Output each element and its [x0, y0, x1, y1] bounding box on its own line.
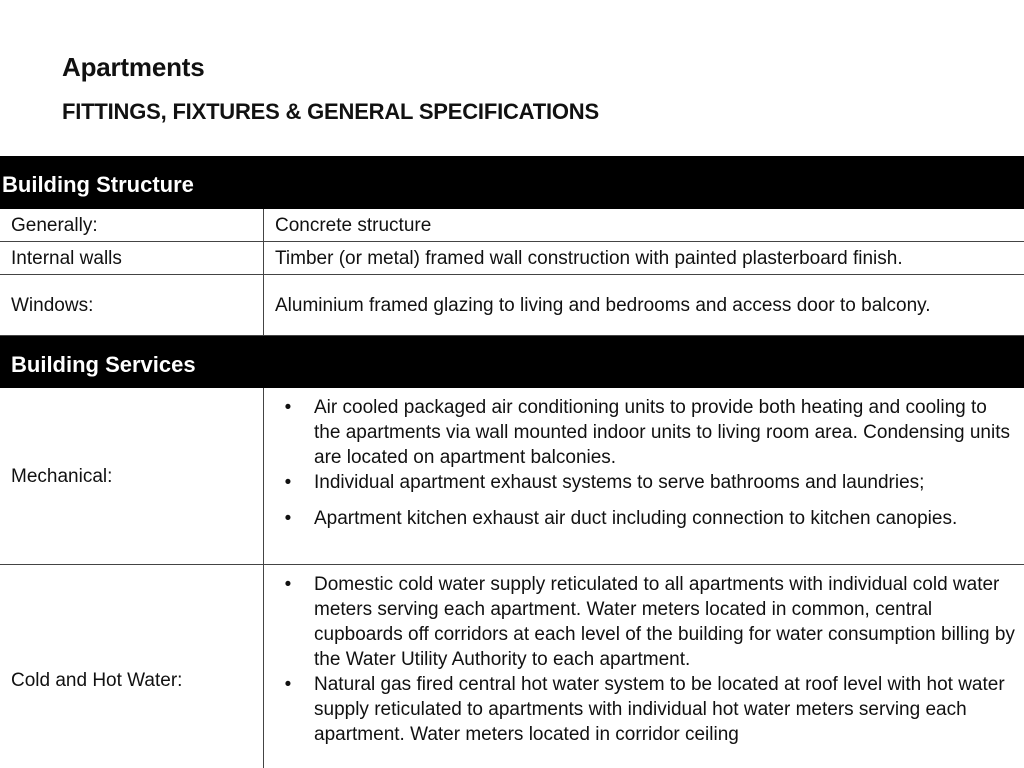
bullet-list: [264, 388, 1024, 564]
table-row: [0, 275, 1024, 336]
row-label: Internal walls: [0, 242, 264, 274]
list-item: [264, 395, 1018, 470]
row-value: Timber (or metal) framed wall construction with painted plasterboard finish.: [275, 247, 903, 269]
specifications-table: [0, 156, 1024, 768]
bullet-list: [264, 565, 1024, 768]
bullet-icon: •: [284, 674, 292, 695]
section-heading-building-services: Building Services: [0, 336, 1024, 388]
list-item-text: Apartment kitchen exhaust air duct including connection to kitchen canopies.: [314, 508, 958, 529]
bullet-icon: •: [284, 397, 292, 418]
list-item-text: Air cooled packaged air conditioning units to provide both heating and cooling to the apartments via wall mounted indoor units to living room area. Condensing units are located on apartment balconies.: [314, 397, 1010, 468]
list-item: [264, 470, 1018, 495]
document-title: Apartments: [62, 52, 205, 82]
row-label: Windows:: [0, 275, 264, 335]
row-value: Concrete structure: [275, 214, 432, 236]
bullet-icon: •: [284, 574, 292, 595]
list-item-text: Natural gas fired central hot water system to be located at roof level with hot water supply reticulated to apartments with individual hot water meters serving each apartment. Water meters located in corridor ceiling: [314, 674, 1005, 745]
table-row: [0, 388, 1024, 565]
list-item: [264, 672, 1018, 747]
list-item: [264, 572, 1018, 672]
row-value: Aluminium framed glazing to living and bedrooms and access door to balcony.: [275, 294, 931, 316]
document-subtitle: FITTINGS, FIXTURES & GENERAL SPECIFICATIONS: [62, 99, 599, 124]
table-row: [0, 565, 1024, 768]
list-item-text: Individual apartment exhaust systems to serve bathrooms and laundries;: [314, 472, 925, 493]
row-label: Generally:: [0, 209, 264, 241]
bullet-icon: •: [284, 508, 292, 529]
bullet-icon: •: [284, 472, 292, 493]
list-item: [264, 506, 1018, 531]
table-row: [0, 209, 1024, 242]
row-label: Mechanical:: [0, 388, 264, 564]
table-row: [0, 242, 1024, 275]
section-heading-building-structure: Building Structure: [0, 157, 1024, 209]
list-item-text: Domestic cold water supply reticulated to all apartments with individual cold water meters serving each apartment. Water meters located in common, central cupboards off corridors at each level of the building for water consumption billing by the Water Utility Authority to each apartment.: [314, 574, 1015, 670]
row-label: Cold and Hot Water:: [0, 565, 264, 768]
